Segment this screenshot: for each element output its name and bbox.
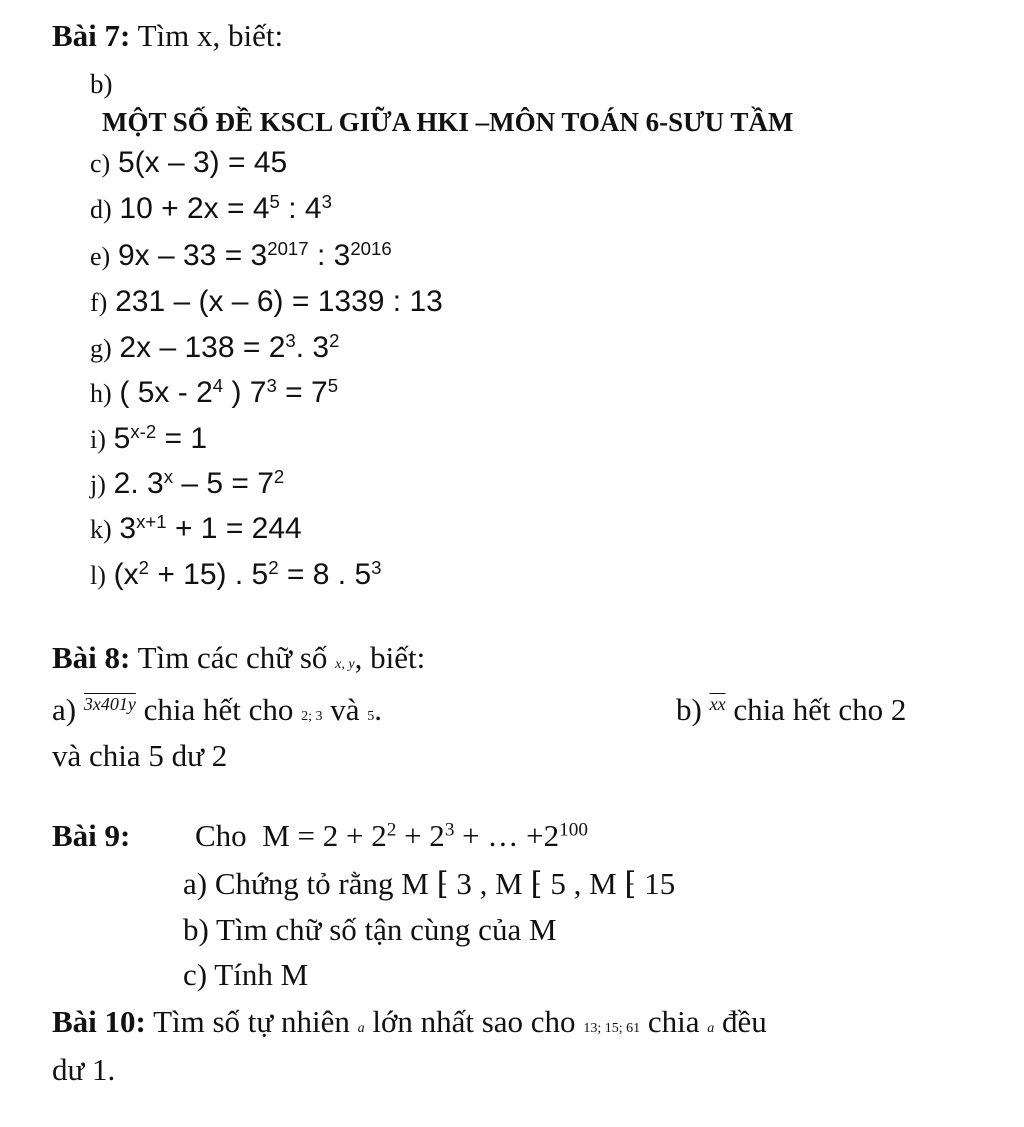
exponent: 3: [371, 556, 382, 578]
item-equation: [118, 146, 287, 179]
bai7-item: [90, 465, 284, 503]
bai7-heading: [52, 18, 283, 54]
exponent: 2: [329, 329, 340, 351]
bai7-item: [90, 144, 287, 182]
item-label: j): [90, 470, 106, 499]
equation-text: + 1 = 244: [166, 512, 302, 545]
bai8-vars: x, y: [335, 657, 355, 672]
bai8-a-number: 3x401y: [83, 694, 136, 714]
bai9-m-part2: + 2: [396, 818, 445, 853]
exponent: 3: [285, 329, 296, 351]
bai10-title: Bài 10:: [52, 1004, 146, 1039]
equation-text: 10 + 2x = 4: [119, 192, 270, 225]
exponent: 2: [268, 556, 279, 578]
item-equation: [119, 192, 332, 225]
bai8-a-and: và: [330, 692, 360, 727]
exponent: 3: [266, 374, 277, 396]
exponent: 5: [269, 190, 280, 212]
bai10-heading: [52, 1004, 767, 1047]
bai9-m-exp2: 3: [444, 819, 455, 841]
item-label: d): [90, 195, 112, 224]
bai9-heading: [52, 818, 130, 854]
item-label: l): [90, 561, 106, 590]
item-label: g): [90, 334, 112, 363]
bai10-var: a: [357, 1021, 365, 1036]
equation-text: + 15) . 5: [148, 558, 269, 591]
exponent: 2017: [267, 237, 309, 259]
bai8-prompt: Tìm các chữ số: [137, 640, 328, 675]
equation-text: 5(x – 3) = 45: [117, 146, 288, 179]
bai9-definition: [195, 818, 588, 854]
bai7-b-label: b): [90, 69, 113, 99]
equation-text: 2. 3: [113, 467, 164, 500]
equation-text: : 3: [308, 239, 351, 272]
item-equation: [119, 512, 301, 545]
bai7-item: [90, 420, 207, 458]
item-label: f): [90, 288, 108, 317]
bai7-item: [90, 283, 443, 321]
bai7-item: [90, 556, 382, 594]
equation-text: ( 5x - 2: [119, 376, 213, 409]
bai9-m-exp1: 2: [386, 819, 397, 841]
equation-text: 9x – 33 = 3: [117, 239, 268, 272]
bai8-a-label: a): [52, 692, 77, 727]
item-equation: [114, 422, 207, 455]
bai8-b-label: b): [676, 692, 702, 727]
item-label: k): [90, 515, 112, 544]
equation-text: 3: [119, 512, 137, 545]
item-equation: [118, 239, 392, 272]
exponent: 5: [327, 374, 339, 396]
equation-text: = 1: [156, 422, 208, 455]
equation-text: ) 7: [223, 376, 267, 409]
bai8-b-continuation: và chia 5 dư 2: [52, 738, 228, 773]
equation-text: – 5 = 7: [172, 467, 274, 500]
bai9-title: Bài 9:: [52, 818, 131, 853]
bai10-nums: 13; 15; 61: [583, 1021, 641, 1036]
equation-text: . 3: [295, 331, 330, 364]
bai8-b-text: chia hết cho 2: [733, 692, 907, 727]
equation-text: = 8 . 5: [278, 558, 372, 591]
bai8-b-number: xx: [709, 694, 726, 714]
bai8-part-b: [676, 692, 906, 732]
doc-header: MỘT SỐ ĐỀ KSCL GIỮA HKI –MÔN TOÁN 6-SƯU TẦM: [102, 107, 794, 137]
bai9-part-a: a) Chứng tỏ rằng M ⁅ 3 , M ⁅ 5 , M ⁅ 15: [183, 866, 676, 901]
bai7-item: [90, 237, 392, 275]
bai8-part-a: [52, 692, 382, 735]
bai10-text2: lớn nhất sao cho: [372, 1004, 576, 1039]
bai7-item: [90, 374, 338, 412]
exponent: 2016: [350, 237, 392, 259]
exponent: x: [163, 465, 173, 487]
bai9-cho: Cho: [195, 818, 247, 853]
equation-text: 231 – (x – 6) = 1339 : 13: [115, 285, 443, 318]
item-label: h): [90, 379, 112, 408]
bai7-title: Bài 7:: [52, 18, 131, 53]
bai9-m-part3: + … +2: [454, 818, 560, 853]
exponent: 3: [321, 190, 332, 212]
item-label: i): [90, 425, 106, 454]
bai8-a-divisors: 2; 3: [301, 709, 323, 724]
equation-text: 2x – 138 = 2: [119, 331, 286, 364]
bai7-item: [90, 190, 332, 228]
exponent: 2: [138, 556, 149, 578]
bai8-prompt-end: , biết:: [354, 640, 426, 675]
bai8-a-div5: 5: [367, 709, 375, 724]
bai9-part-c: c) Tính M: [183, 957, 309, 992]
bai7-item: [90, 329, 339, 367]
equation-text: : 4: [279, 192, 322, 225]
item-equation: [115, 285, 443, 318]
item-label: e): [90, 242, 111, 271]
item-label: c): [90, 149, 111, 178]
item-equation: [114, 558, 382, 591]
exponent: 2: [273, 465, 285, 487]
bai9-m-exp3: 100: [559, 819, 588, 841]
bai7-prompt: Tìm x, biết:: [137, 18, 284, 53]
bai8-title: Bài 8:: [52, 640, 131, 675]
bai10-var2: a: [707, 1021, 715, 1036]
bai8-a-end: .: [374, 692, 382, 727]
item-equation: [119, 376, 338, 409]
bai8-heading: [52, 640, 425, 683]
exponent: x+1: [136, 510, 167, 532]
equation-text: 5: [113, 422, 131, 455]
bai10-text1: Tìm số tự nhiên: [153, 1004, 350, 1039]
bai7-item: [90, 510, 302, 548]
bai10-text3: chia: [647, 1004, 700, 1039]
bai10-text4: đều: [721, 1004, 767, 1039]
bai10-continuation: dư 1.: [52, 1052, 116, 1087]
bai9-part-b: b) Tìm chữ số tận cùng của M: [183, 912, 557, 947]
bai8-a-text: chia hết cho: [143, 692, 294, 727]
bai9-m-part1: M = 2 + 2: [262, 818, 387, 853]
item-equation: [119, 331, 339, 364]
exponent: 4: [212, 374, 224, 396]
exponent: x-2: [130, 420, 157, 442]
item-equation: [114, 467, 285, 500]
equation-text: = 7: [276, 376, 328, 409]
equation-text: (x: [113, 558, 139, 591]
